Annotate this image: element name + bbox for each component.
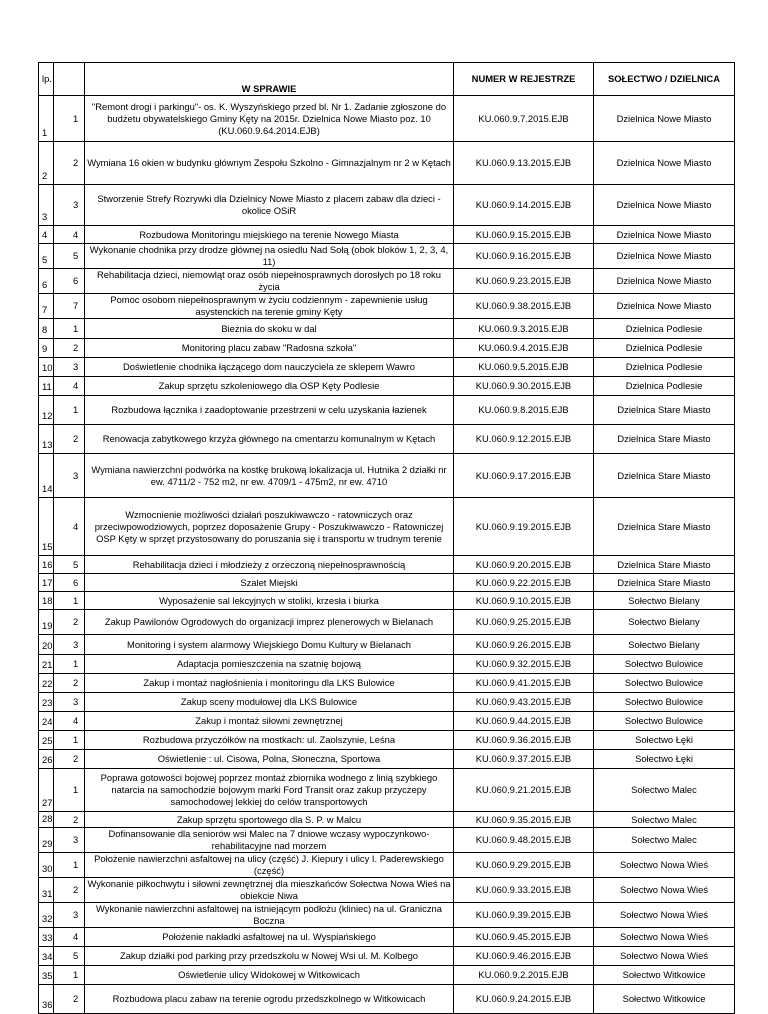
table-row xyxy=(39,319,735,339)
table-row xyxy=(39,592,735,610)
row-district: Sołectwo Bielany xyxy=(594,635,735,655)
row-lp: 8 xyxy=(39,319,54,339)
table-row xyxy=(39,377,735,396)
row-lp: 19 xyxy=(39,610,54,635)
row-register-number: KU.060.9.19.2015.EJB xyxy=(454,498,594,556)
row-description: Rehabilitacja dzieci, niemowląt oraz osób niepełnosprawnych dorosłych po 18 roku życia xyxy=(85,269,454,294)
table-row xyxy=(39,769,735,812)
row-description: Pomoc osobom niepełnosprawnym w życiu codziennym - zapewnienie usług asystenckich na terenie gminy Kęty xyxy=(85,294,454,319)
row-sub-number: 1 xyxy=(54,769,85,812)
table-row xyxy=(39,635,735,655)
row-description: Wykonanie chodnika przy drodze głównej na osiedlu Nad Sołą (obok bloków 1, 2, 3, 4, 11) xyxy=(85,244,454,269)
row-sub-number: 1 xyxy=(54,655,85,674)
row-description: Wymiana 16 okien w budynku głównym Zespołu Szkolno - Gimnazjalnym nr 2 w Kętach xyxy=(85,142,454,185)
row-district: Sołectwo Nowa Wieś xyxy=(594,903,735,928)
row-description: Rozbudowa Monitoringu miejskiego na terenie Nowego Miasta xyxy=(85,226,454,244)
table-row xyxy=(39,556,735,574)
row-description: Zakup i montaż siłowni zewnętrznej xyxy=(85,712,454,731)
row-description: Rozbudowa łącznika i zaadoptowanie przestrzeni w celu uzyskania łazienek xyxy=(85,396,454,425)
row-description: Szalet Miejski xyxy=(85,574,454,592)
row-district: Dzielnica Nowe Miasto xyxy=(594,185,735,226)
row-register-number: KU.060.9.39.2015.EJB xyxy=(454,903,594,928)
row-description: Oświetlenie : ul. Cisowa, Polna, Słoneczna, Sportowa xyxy=(85,750,454,769)
row-sub-number: 5 xyxy=(54,244,85,269)
row-register-number: KU.060.9.22.2015.EJB xyxy=(454,574,594,592)
row-district: Dzielnica Stare Miasto xyxy=(594,454,735,498)
row-register-number: KU.060.9.30.2015.EJB xyxy=(454,377,594,396)
row-description: Monitoring placu zabaw "Radosna szkoła" xyxy=(85,339,454,358)
register-rows xyxy=(39,96,735,1014)
row-district: Sołectwo Łęki xyxy=(594,731,735,750)
row-district: Sołectwo Bulowice xyxy=(594,693,735,712)
row-lp: 17 xyxy=(39,574,54,592)
row-district: Dzielnica Podlesie xyxy=(594,358,735,377)
row-sub-number: 3 xyxy=(54,635,85,655)
row-district: Dzielnica Nowe Miasto xyxy=(594,269,735,294)
row-district: Dzielnica Stare Miasto xyxy=(594,396,735,425)
row-lp: 24 xyxy=(39,712,54,731)
table-row xyxy=(39,655,735,674)
header-sub xyxy=(54,63,85,96)
row-district: Sołectwo Malec xyxy=(594,828,735,853)
row-sub-number: 4 xyxy=(54,928,85,947)
row-lp: 2 xyxy=(39,142,54,185)
table-row xyxy=(39,454,735,498)
table-row xyxy=(39,731,735,750)
row-district: Dzielnica Stare Miasto xyxy=(594,498,735,556)
row-lp: 15 xyxy=(39,498,54,556)
row-lp: 27 xyxy=(39,769,54,812)
row-sub-number: 5 xyxy=(54,947,85,966)
table-row xyxy=(39,712,735,731)
row-sub-number: 4 xyxy=(54,377,85,396)
row-register-number: KU.060.9.26.2015.EJB xyxy=(454,635,594,655)
row-register-number: KU.060.9.2.2015.EJB xyxy=(454,966,594,985)
table-row xyxy=(39,674,735,693)
table-row xyxy=(39,96,735,142)
row-district: Sołectwo Bulowice xyxy=(594,655,735,674)
row-description: Bieżnia do skoku w dal xyxy=(85,319,454,339)
row-lp: 29 xyxy=(39,828,54,853)
table-row xyxy=(39,498,735,556)
row-description: Monitoring i system alarmowy Wiejskiego Domu Kultury w Bielanach xyxy=(85,635,454,655)
row-lp: 20 xyxy=(39,635,54,655)
row-lp: 12 xyxy=(39,396,54,425)
row-register-number: KU.060.9.17.2015.EJB xyxy=(454,454,594,498)
row-lp: 36 xyxy=(39,985,54,1014)
row-lp: 30 xyxy=(39,853,54,878)
row-lp: 16 xyxy=(39,556,54,574)
row-sub-number: 3 xyxy=(54,185,85,226)
row-register-number: KU.060.9.13.2015.EJB xyxy=(454,142,594,185)
row-register-number: KU.060.9.7.2015.EJB xyxy=(454,96,594,142)
row-district: Sołectwo Nowa Wieś xyxy=(594,928,735,947)
row-lp: 32 xyxy=(39,903,54,928)
row-lp: 25 xyxy=(39,731,54,750)
row-description: Zakup sprzętu szkoleniowego dla OSP Kęty Podlesie xyxy=(85,377,454,396)
row-lp: 26 xyxy=(39,750,54,769)
row-register-number: KU.060.9.15.2015.EJB xyxy=(454,226,594,244)
row-description: Położenie nakładki asfaltowej na ul. Wyspiańskiego xyxy=(85,928,454,947)
row-district: Dzielnica Stare Miasto xyxy=(594,556,735,574)
row-register-number: KU.060.9.41.2015.EJB xyxy=(454,674,594,693)
register-table xyxy=(38,62,735,1014)
row-sub-number: 2 xyxy=(54,425,85,454)
row-sub-number: 1 xyxy=(54,853,85,878)
row-register-number: KU.060.9.29.2015.EJB xyxy=(454,853,594,878)
table-row xyxy=(39,244,735,269)
row-district: Dzielnica Nowe Miasto xyxy=(594,294,735,319)
row-description: Poprawa gotowości bojowej poprzez montaż zbiornika wodnego z linią szybkiego natarcia na samochodzie bojowym marki Ford Transit oraz zakup przyczepy samochodowej lekkiej do celów transportowych xyxy=(85,769,454,812)
row-register-number: KU.060.9.48.2015.EJB xyxy=(454,828,594,853)
row-lp: 4 xyxy=(39,226,54,244)
row-sub-number: 1 xyxy=(54,319,85,339)
row-district: Sołectwo Witkowice xyxy=(594,985,735,1014)
row-description: Wykonanie nawierzchni asfaltowej na istniejącym podłożu (kliniec) na ul. Graniczna Boczna xyxy=(85,903,454,928)
table-row xyxy=(39,853,735,878)
row-district: Sołectwo Bulowice xyxy=(594,712,735,731)
row-district: Dzielnica Stare Miasto xyxy=(594,425,735,454)
row-sub-number: 4 xyxy=(54,712,85,731)
row-district: Dzielnica Nowe Miasto xyxy=(594,226,735,244)
row-sub-number: 6 xyxy=(54,574,85,592)
table-row xyxy=(39,878,735,903)
row-description: Dofinansowanie dla seniorów wsi Malec na 7 dniowe wczasy wypoczynkowo-rehabilitacyjne nad morzem xyxy=(85,828,454,853)
row-lp: 34 xyxy=(39,947,54,966)
row-district: Dzielnica Nowe Miasto xyxy=(594,244,735,269)
row-register-number: KU.060.9.46.2015.EJB xyxy=(454,947,594,966)
table-row xyxy=(39,185,735,226)
table-row xyxy=(39,226,735,244)
row-district: Sołectwo Łęki xyxy=(594,750,735,769)
row-register-number: KU.060.9.5.2015.EJB xyxy=(454,358,594,377)
header-solectwo: SOŁECTWO / DZIELNICA xyxy=(594,63,735,96)
row-register-number: KU.060.9.20.2015.EJB xyxy=(454,556,594,574)
row-register-number: KU.060.9.10.2015.EJB xyxy=(454,592,594,610)
header-lp: lp. xyxy=(39,63,54,96)
table-row xyxy=(39,142,735,185)
row-sub-number: 7 xyxy=(54,294,85,319)
row-district: Sołectwo Nowa Wieś xyxy=(594,878,735,903)
row-description: Doświetlenie chodnika łączącego dom nauczyciela ze sklepem Wawro xyxy=(85,358,454,377)
row-lp: 11 xyxy=(39,377,54,396)
table-row xyxy=(39,966,735,985)
row-sub-number: 3 xyxy=(54,828,85,853)
header-row xyxy=(39,63,735,96)
row-register-number: KU.060.9.3.2015.EJB xyxy=(454,319,594,339)
row-description: Zakup sceny modułowej dla LKS Bulowice xyxy=(85,693,454,712)
row-register-number: KU.060.9.24.2015.EJB xyxy=(454,985,594,1014)
row-lp: 3 xyxy=(39,185,54,226)
row-description: Oświetlenie ulicy Widokowej w Witkowicach xyxy=(85,966,454,985)
row-district: Dzielnica Podlesie xyxy=(594,339,735,358)
row-register-number: KU.060.9.21.2015.EJB xyxy=(454,769,594,812)
row-register-number: KU.060.9.35.2015.EJB xyxy=(454,812,594,828)
table-row xyxy=(39,574,735,592)
row-register-number: KU.060.9.14.2015.EJB xyxy=(454,185,594,226)
row-sub-number: 1 xyxy=(54,966,85,985)
row-sub-number: 5 xyxy=(54,556,85,574)
row-sub-number: 4 xyxy=(54,498,85,556)
row-register-number: KU.060.9.45.2015.EJB xyxy=(454,928,594,947)
table-row xyxy=(39,985,735,1014)
row-district: Sołectwo Bulowice xyxy=(594,674,735,693)
row-description: Rehabilitacja dzieci i młodzieży z orzeczoną niepełnosprawnością xyxy=(85,556,454,574)
row-district: Sołectwo Malec xyxy=(594,769,735,812)
row-description: Rozbudowa placu zabaw na terenie ogrodu przedszkolnego w Witkowicach xyxy=(85,985,454,1014)
row-description: "Remont drogi i parkingu"- os. K. Wyszyńskiego przed bl. Nr 1. Zadanie zgłoszone do budżetu obywatelskiego Gminy Kęty na 2015r. Dzielnica Nowe Miasto poz. 10 (KU.060.9.64.2014.EJB) xyxy=(85,96,454,142)
row-lp: 10 xyxy=(39,358,54,377)
row-district: Sołectwo Nowa Wieś xyxy=(594,853,735,878)
row-lp: 22 xyxy=(39,674,54,693)
register-sheet xyxy=(38,62,735,1014)
row-district: Dzielnica Podlesie xyxy=(594,319,735,339)
header-numer: NUMER W REJESTRZE xyxy=(454,63,594,96)
row-register-number: KU.060.9.44.2015.EJB xyxy=(454,712,594,731)
row-district: Sołectwo Bielany xyxy=(594,610,735,635)
row-district: Dzielnica Podlesie xyxy=(594,377,735,396)
row-district: Dzielnica Nowe Miasto xyxy=(594,96,735,142)
row-sub-number: 3 xyxy=(54,693,85,712)
row-sub-number: 1 xyxy=(54,731,85,750)
row-lp: 31 xyxy=(39,878,54,903)
row-description: Wykonanie piłkochwytu i siłowni zewnętrznej dla mieszkańców Sołectwa Nowa Wieś na obiekcie Niwa xyxy=(85,878,454,903)
row-register-number: KU.060.9.12.2015.EJB xyxy=(454,425,594,454)
row-sub-number: 2 xyxy=(54,750,85,769)
row-district: Dzielnica Nowe Miasto xyxy=(594,142,735,185)
row-register-number: KU.060.9.4.2015.EJB xyxy=(454,339,594,358)
row-description: Wymiana nawierzchni podwórka na kostkę brukową lokalizacja ul. Hutnika 2 działki nr ew. 4711/2 - 752 m2, nr ew. 4709/1 - 475m2, nr ew. 4710 xyxy=(85,454,454,498)
table-row xyxy=(39,903,735,928)
row-lp: 33 xyxy=(39,928,54,947)
table-row xyxy=(39,396,735,425)
table-row xyxy=(39,425,735,454)
row-description: Adaptacja pomieszczenia na szatnię bojową xyxy=(85,655,454,674)
row-description: Rozbudowa przyczółków na mostkach: ul. Zaolszynie, Leśna xyxy=(85,731,454,750)
row-sub-number: 3 xyxy=(54,358,85,377)
table-row xyxy=(39,750,735,769)
row-lp: 13 xyxy=(39,425,54,454)
row-sub-number: 3 xyxy=(54,454,85,498)
row-sub-number: 2 xyxy=(54,142,85,185)
row-lp: 23 xyxy=(39,693,54,712)
table-row xyxy=(39,358,735,377)
row-register-number: KU.060.9.32.2015.EJB xyxy=(454,655,594,674)
table-row xyxy=(39,269,735,294)
row-district: Sołectwo Witkowice xyxy=(594,966,735,985)
table-row xyxy=(39,947,735,966)
row-register-number: KU.060.9.38.2015.EJB xyxy=(454,294,594,319)
row-lp: 28 xyxy=(39,812,54,828)
table-row xyxy=(39,928,735,947)
row-sub-number: 6 xyxy=(54,269,85,294)
row-description: Zakup działki pod parking przy przedszkolu w Nowej Wsi ul. M. Kolbego xyxy=(85,947,454,966)
row-description: Wyposażenie sal lekcyjnych w stoliki, krzesła i biurka xyxy=(85,592,454,610)
row-description: Położenie nawierzchni asfaltowej na ulicy (część) J. Kiepury i ulicy I. Paderewskiego (część) xyxy=(85,853,454,878)
row-district: Sołectwo Nowa Wieś xyxy=(594,947,735,966)
row-sub-number: 1 xyxy=(54,396,85,425)
row-sub-number: 3 xyxy=(54,903,85,928)
row-description: Zakup Pawilonów Ogrodowych do organizacji imprez plenerowych w Bielanach xyxy=(85,610,454,635)
row-description: Zakup i montaż nagłośnienia i monitoringu dla LKS Bulowice xyxy=(85,674,454,693)
row-lp: 14 xyxy=(39,454,54,498)
row-lp: 1 xyxy=(39,96,54,142)
row-lp: 9 xyxy=(39,339,54,358)
table-row xyxy=(39,828,735,853)
row-lp: 21 xyxy=(39,655,54,674)
row-sub-number: 1 xyxy=(54,592,85,610)
row-lp: 35 xyxy=(39,966,54,985)
header-sprawa: W SPRAWIE xyxy=(85,63,454,96)
table-row xyxy=(39,294,735,319)
row-sub-number: 2 xyxy=(54,674,85,693)
row-sub-number: 2 xyxy=(54,812,85,828)
row-register-number: KU.060.9.33.2015.EJB xyxy=(454,878,594,903)
row-district: Dzielnica Stare Miasto xyxy=(594,574,735,592)
row-district: Sołectwo Malec xyxy=(594,812,735,828)
table-row xyxy=(39,693,735,712)
row-register-number: KU.060.9.23.2015.EJB xyxy=(454,269,594,294)
row-register-number: KU.060.9.8.2015.EJB xyxy=(454,396,594,425)
table-row xyxy=(39,339,735,358)
table-row xyxy=(39,812,735,828)
row-sub-number: 2 xyxy=(54,339,85,358)
row-register-number: KU.060.9.16.2015.EJB xyxy=(454,244,594,269)
row-register-number: KU.060.9.36.2015.EJB xyxy=(454,731,594,750)
row-sub-number: 1 xyxy=(54,96,85,142)
row-sub-number: 2 xyxy=(54,985,85,1014)
row-district: Sołectwo Bielany xyxy=(594,592,735,610)
row-description: Stworzenie Strefy Rozrywki dla Dzielnicy Nowe Miasto z placem zabaw dla dzieci - okolice OSiR xyxy=(85,185,454,226)
row-lp: 7 xyxy=(39,294,54,319)
row-register-number: KU.060.9.25.2015.EJB xyxy=(454,610,594,635)
row-sub-number: 4 xyxy=(54,226,85,244)
row-sub-number: 2 xyxy=(54,878,85,903)
table-row xyxy=(39,610,735,635)
row-lp: 6 xyxy=(39,269,54,294)
row-lp: 18 xyxy=(39,592,54,610)
row-sub-number: 2 xyxy=(54,610,85,635)
row-description: Wzmocnienie możliwości działań poszukiwawczo - ratowniczych oraz przeciwpowodziowych, poprzez doposażenie Grupy - Poszukiwawczo - Ratowniczej OSP Kęty w sprzęt przystosowany do poruszania się i transportu w trudnym terenie xyxy=(85,498,454,556)
row-register-number: KU.060.9.43.2015.EJB xyxy=(454,693,594,712)
row-description: Zakup sprzętu sportowego dla S. P. w Malcu xyxy=(85,812,454,828)
row-description: Renowacja zabytkowego krzyża głównego na cmentarzu komunalnym w Kętach xyxy=(85,425,454,454)
row-lp: 5 xyxy=(39,244,54,269)
row-register-number: KU.060.9.37.2015.EJB xyxy=(454,750,594,769)
